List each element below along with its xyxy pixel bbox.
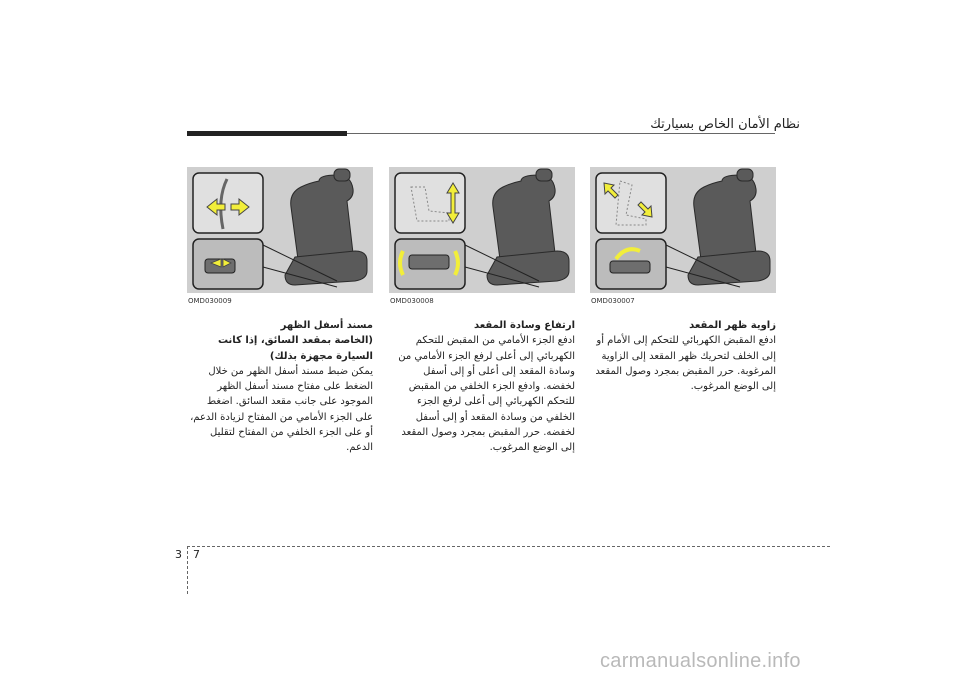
- inset-top: [193, 173, 263, 233]
- section-body: ادفع الجزء الأمامي من المقبض للتحكم الكهربائي إلى أعلى لرفع الجزء الأمامي من وسادة المقعد إلى أعلى أو إلى أسفل لخفضه. وادفع الجزء الخلفي من المقبض للتحكم الكهربائي إلى أعلى لرفع الجزء الخلفي من وسادة المقعد أو إلى أسفل لخفضه. حرر المقبض بمجرد وصول المقعد إلى الوضع المرغوب.: [398, 335, 575, 454]
- column-cushion-height: [389, 318, 575, 456]
- section-title: زاوية ظهر المقعد: [689, 320, 776, 331]
- seat-icon: [487, 169, 569, 285]
- seat-icon: [285, 169, 367, 285]
- illustration-seatback-angle: [590, 167, 776, 293]
- page-divider: [187, 546, 188, 594]
- section-title: ارتفاع وسادة المقعد: [473, 320, 575, 331]
- illustration-lumbar-support: [187, 167, 373, 293]
- column-seatback-angle: [590, 318, 776, 394]
- illustration-cushion-height: [389, 167, 575, 293]
- header-bar: [187, 131, 347, 136]
- seat-icon: [688, 169, 770, 285]
- figure-code: OMD030007: [591, 297, 635, 305]
- page-number: 7: [193, 548, 200, 561]
- figure-code: OMD030008: [390, 297, 434, 305]
- inset-top: [596, 173, 666, 233]
- page-header-title: نظام الأمان الخاص بسيارتك: [650, 117, 800, 132]
- section-subtitle: (الخاصة بمقعد السائق، إذا كانت السيارة مجهزة بذلك): [217, 335, 373, 362]
- footer-rule: [187, 546, 830, 547]
- chapter-number: 3: [175, 548, 182, 561]
- column-lumbar: [187, 318, 373, 456]
- figure-code: OMD030009: [188, 297, 232, 305]
- section-body: يمكن ضبط مسند أسفل الظهر من خلال الضغط على مفتاح مسند أسفل الظهر الموجود على جانب مقعد السائق. اضغط على الجزء الأمامي من المفتاح لزيادة الدعم، أو على الجزء الخلفي من المفتاح لتقليل الدعم.: [190, 365, 373, 454]
- section-title: مسند أسفل الظهر: [280, 320, 373, 331]
- header-rule: [347, 133, 775, 134]
- section-body: ادفع المقبض الكهربائي للتحكم إلى الأمام أو إلى الخلف لتحريك ظهر المقعد إلى الزاوية المرغوبة. حرر المقبض بمجرد وصول المقعد إلى الوضع المرغوب.: [595, 335, 776, 393]
- watermark[interactable]: carmanualsonline.info: [600, 650, 801, 672]
